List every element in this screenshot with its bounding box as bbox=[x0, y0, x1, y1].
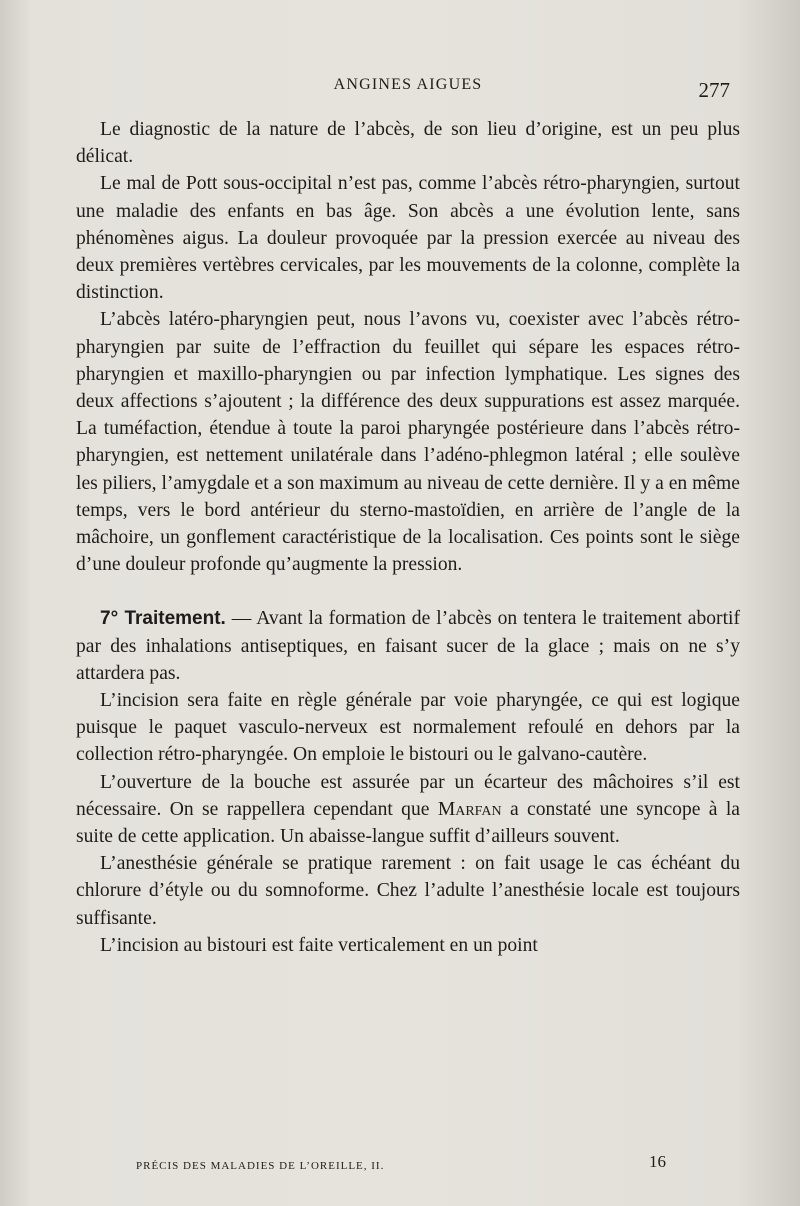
ouverture-text-end: a constaté une syncope à la suite de cette application. Un abaisse-langue suffit d’ailleurs souvent. bbox=[76, 798, 740, 848]
section-intro: — Avant la formation de l’abcès on tentera le traitement abortif par des inhalations antiseptiques, en faisant sucer de la glace ; mais on ne s’y attardera pas. bbox=[76, 608, 740, 684]
paragraph-anesthesie: L’anesthésie générale se pratique rarement : on fait usage le cas échéant du chlorure d’étyle ou du somnoforme. Chez l’adulte l’anesthésie locale est toujours suffisante. bbox=[76, 853, 740, 929]
author-name: Marfan bbox=[437, 798, 502, 820]
signature-number: 16 bbox=[649, 1152, 666, 1171]
running-title: ANGINES AIGUES bbox=[333, 76, 483, 93]
section-heading: 7° Traitement. bbox=[100, 608, 226, 630]
running-head bbox=[78, 76, 738, 104]
paragraph-incision: L’incision sera faite en règle générale par voie pharyngée, ce qui est logique puisque le paquet vasculo-nerveux est normalement refoulé en dehors par la collection rétro-pharyngée. On emploie le bistouri ou le galvano-cautère. bbox=[76, 690, 740, 766]
ouverture-text-start: L’ouverture de la bouche est assurée par un écarteur des mâchoires s’il est nécessaire. On se rappellera cependant que bbox=[76, 771, 740, 820]
paragraph-bistouri: L’incision au bistouri est faite verticalement en un point bbox=[100, 934, 538, 956]
signature-text: PRÉCIS DES MALADIES DE L’OREILLE, II. bbox=[136, 1160, 385, 1172]
paragraph-traitement bbox=[76, 605, 740, 687]
body-text bbox=[76, 116, 740, 959]
paragraph-latero-pharyngien: L’abcès latéro-pharyngien peut, nous l’avons vu, coexister avec l’abcès rétro-pharyngien par suite de l’effraction du feuillet qui sépare les espaces rétro-pharyngien et maxillo-pharyngien ou par infection lymphatique. Les signes des deux affections s’ajoutent ; la différence des deux suppurations est assez marquée. La tuméfaction, étendue à toute la paroi pharyngée postérieure dans l’abcès rétro-pharyngien, est nettement unilatérale dans l’adéno-phlegmon latéral ; elle soulève les piliers, l’amygdale et a son maximum au niveau de cette dernière. Il y a en même temps, vers le bord antérieur du sterno-mastoïdien, en arrière de l’angle de la mâchoire, un gonflement caractéristique de la localisation. Ces points sont le siège d’une douleur profonde qu’augmente la pression. bbox=[76, 309, 740, 576]
page-footer bbox=[76, 1152, 740, 1182]
paragraph-diagnosis: Le diagnostic de la nature de l’abcès, de son lieu d’origine, est un peu plus délicat. bbox=[76, 119, 740, 168]
paragraph-mal-de-pott: Le mal de Pott sous-occipital n’est pas, comme l’abcès rétro-pharyngien, surtout une maladie des enfants en bas âge. Son abcès a une évolution lente, sans phénomènes aigus. La douleur provoquée par la pression exercée au niveau des deux premières vertèbres cervicales, par les mouvements de la colonne, complète la distinction. bbox=[76, 173, 740, 304]
paragraph-ouverture bbox=[76, 769, 740, 851]
page-number: 277 bbox=[698, 78, 730, 102]
